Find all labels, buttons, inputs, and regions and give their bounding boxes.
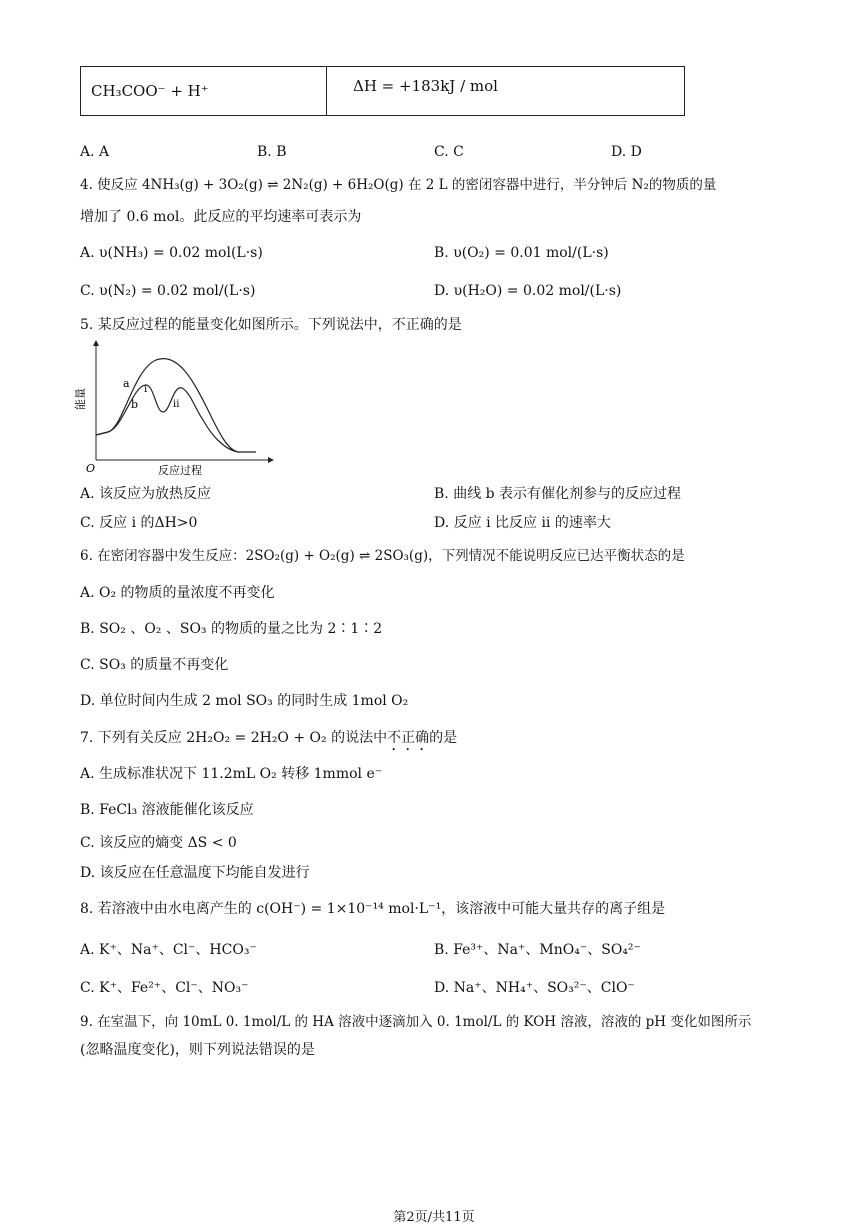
q4-option-b: B. υ(O₂) = 0.01 mol/(L·s) xyxy=(434,245,609,261)
curve-b xyxy=(96,385,238,452)
q7-stem-post: 的是 xyxy=(429,730,458,746)
q7-option-d: D. 该反应在任意温度下均能自发进行 xyxy=(80,865,310,881)
q8-option-b: B. Fe³⁺、Na⁺、MnO₄⁻、SO₄²⁻ xyxy=(434,942,641,958)
origin-label: O xyxy=(86,462,96,475)
q8-option-a: A. K⁺、Na⁺、Cl⁻、HCO₃⁻ xyxy=(80,942,257,958)
q7-stem-emphasis: 不正确 xyxy=(387,730,430,746)
q6-option-d: D. 单位时间内生成 2 mol SO₃ 的同时生成 1mol O₂ xyxy=(80,693,409,709)
q8-option-d: D. Na⁺、NH₄⁺、SO₃²⁻、ClO⁻ xyxy=(434,980,635,996)
q8-option-c: C. K⁺、Fe²⁺、Cl⁻、NO₃⁻ xyxy=(80,980,249,996)
q7-option-b: B. FeCl₃ 溶液能催化该反应 xyxy=(80,802,254,818)
q4-option-d: D. υ(H₂O) = 0.02 mol/(L·s) xyxy=(434,283,622,299)
q6-option-c: C. SO₃ 的质量不再变化 xyxy=(80,657,229,673)
label-ii: ii xyxy=(173,399,180,410)
q3-option-c: C. C xyxy=(434,144,464,160)
table-cell-ions: CH₃COO⁻ + H⁺ xyxy=(81,67,327,116)
q6-option-b: B. SO₂ 、O₂ 、SO₃ 的物质的量之比为 2∶1∶2 xyxy=(80,621,383,637)
q7-option-c: C. 该反应的熵变 ΔS < 0 xyxy=(80,835,237,851)
q4-stem-line1: 4. 使反应 4NH₃(g) + 3O₂(g) ⇌ 2N₂(g) + 6H₂O(g) 在 2 L 的密闭容器中进行，半分钟后 N₂的物质的量 xyxy=(80,177,717,193)
x-axis-arrow-icon xyxy=(268,457,274,463)
q9-stem-line1: 9. 在室温下，向 10mL 0. 1mol/L 的 HA 溶液中逐滴加入 0. 1mol/L 的 KOH 溶液，溶液的 pH 变化如图所示 xyxy=(80,1014,752,1030)
x-axis-label: 反应过程 xyxy=(158,464,202,477)
q9-stem-line2: (忽略温度变化)，则下列说法错误的是 xyxy=(80,1042,315,1058)
page-footer: 第2页/共11页 xyxy=(393,1210,475,1225)
q5-stem: 5. 某反应过程的能量变化如图所示。下列说法中，不正确的是 xyxy=(80,317,462,333)
q5-option-a: A. 该反应为放热反应 xyxy=(80,486,212,502)
q3-option-d: D. D xyxy=(611,144,642,160)
q8-stem: 8. 若溶液中由水电离产生的 c(OH⁻) = 1×10⁻¹⁴ mol·L⁻¹，该溶液中可能大量共存的离子组是 xyxy=(80,901,666,917)
q7-stem-pre: 7. 下列有关反应 2H₂O₂ = 2H₂O + O₂ 的说法中 xyxy=(80,730,388,746)
q5-option-b: B. 曲线 b 表示有催化剂参与的反应过程 xyxy=(434,486,682,502)
label-a: a xyxy=(123,377,130,390)
label-b: b xyxy=(131,398,139,411)
q4-stem-line2: 增加了 0.6 mol。此反应的平均速率可表示为 xyxy=(80,209,362,225)
q4-option-c: C. υ(N₂) = 0.02 mol/(L·s) xyxy=(80,283,256,299)
q3-option-a: A. A xyxy=(80,144,110,160)
q4-option-a: A. υ(NH₃) = 0.02 mol(L·s) xyxy=(80,245,263,261)
y-axis-label: 能量 xyxy=(74,388,87,410)
q5-option-c: C. 反应 i 的ΔH>0 xyxy=(80,515,198,531)
q6-option-a: A. O₂ 的物质的量浓度不再变化 xyxy=(80,585,275,601)
reaction-table xyxy=(80,66,685,116)
q3-option-b: B. B xyxy=(257,144,287,160)
q7-stem xyxy=(80,728,457,754)
label-i: i xyxy=(144,384,148,395)
y-axis-arrow-icon xyxy=(93,340,99,346)
q7-option-a: A. 生成标准状况下 11.2mL O₂ 转移 1mmol e⁻ xyxy=(80,766,383,782)
q6-stem: 6. 在密闭容器中发生反应：2SO₂(g) + O₂(g) ⇌ 2SO₃(g)，下列情况不能说明反应已达平衡状态的是 xyxy=(80,548,685,564)
q5-option-d: D. 反应 i 比反应 ii 的速率大 xyxy=(434,515,611,531)
table-cell-enthalpy: ΔH = +183kJ / mol xyxy=(327,67,685,116)
energy-diagram xyxy=(74,340,278,480)
